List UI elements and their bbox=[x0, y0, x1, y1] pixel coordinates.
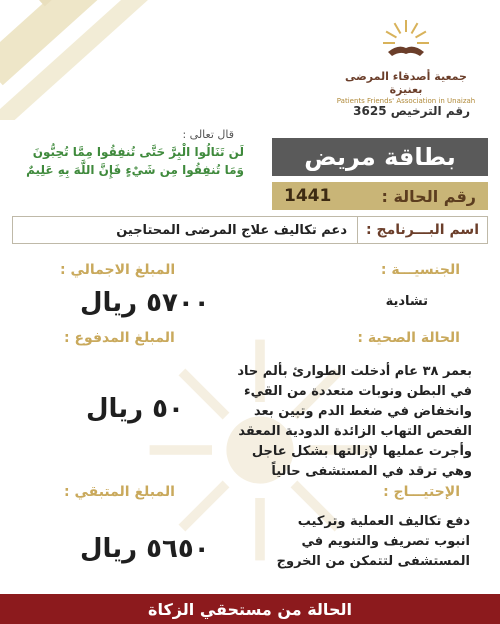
quran-quote bbox=[16, 128, 244, 177]
organization-logo bbox=[336, 18, 476, 105]
card-title: بطاقة مريض bbox=[272, 138, 488, 176]
quote-line-2: وَمَا تُنفِقُوا مِن شَيْءٍ فَإِنَّ اللَّهَ بِهِ عَلِيمٌ bbox=[26, 163, 244, 177]
need-value: دفع تكاليف العملية وتركيب انبوب تصريف والتنويم في المستشفى لتتمكن من الخروج bbox=[276, 514, 470, 569]
total-amount-value: ٥٧٠٠ ريال bbox=[80, 288, 210, 318]
program-row bbox=[12, 216, 488, 244]
zakat-eligibility-banner: الحالة من مستحقي الزكاة bbox=[0, 594, 500, 624]
nationality-label: الجنسيـــة : bbox=[380, 262, 460, 278]
quote-line-1: لَن تَنَالُوا الْبِرَّ حَتَّى تُنفِقُوا مِمَّا تُحِبُّونَ bbox=[32, 145, 244, 159]
quote-intro: قال تعالى : bbox=[182, 128, 234, 141]
remaining-amount-label: المبلغ المتبقي : bbox=[64, 484, 175, 500]
health-status-label: الحالة الصحية : bbox=[357, 330, 460, 346]
program-label: اسم البـــرنامج : bbox=[357, 217, 487, 243]
case-number-box bbox=[272, 182, 488, 210]
paid-amount-label: المبلغ المدفوع : bbox=[64, 330, 175, 346]
organization-name-arabic: جمعية أصدقاء المرضى بعنيزة bbox=[345, 70, 467, 96]
need-label: الإحتيـــاج : bbox=[383, 484, 460, 500]
case-number-label: رقم الحالة : bbox=[381, 186, 476, 206]
paid-amount-value: ٥٠ ريال bbox=[86, 394, 184, 424]
health-status-value: بعمر ٣٨ عام أدخلت الطوارئ بألم حاد في البطن ونوبات متعددة من القيء وانخفاض في ضغط الدم وتبين بعد الفحص التهاب الزائدة الدودية المعقد وأجرت عمليها لإزالتها بشكل عاجل وهي ترقد في المستشفى حالياً bbox=[237, 364, 472, 479]
case-number-value: 1441 bbox=[284, 186, 332, 206]
program-value: دعم تكاليف علاج المرضى المحتاجين bbox=[116, 222, 347, 238]
sun-hands-logo-icon bbox=[376, 18, 436, 68]
license-number: رقم الترخيص 3625 bbox=[353, 104, 470, 118]
total-amount-label: المبلغ الاجمالي : bbox=[60, 262, 176, 278]
nationality-value: تشادية bbox=[385, 294, 428, 309]
decorative-corner-bands bbox=[0, 0, 230, 120]
organization-name-english: Patients Friends' Association in Unaizah bbox=[336, 97, 476, 105]
remaining-amount-value: ٥٦٥٠ ريال bbox=[80, 534, 210, 564]
